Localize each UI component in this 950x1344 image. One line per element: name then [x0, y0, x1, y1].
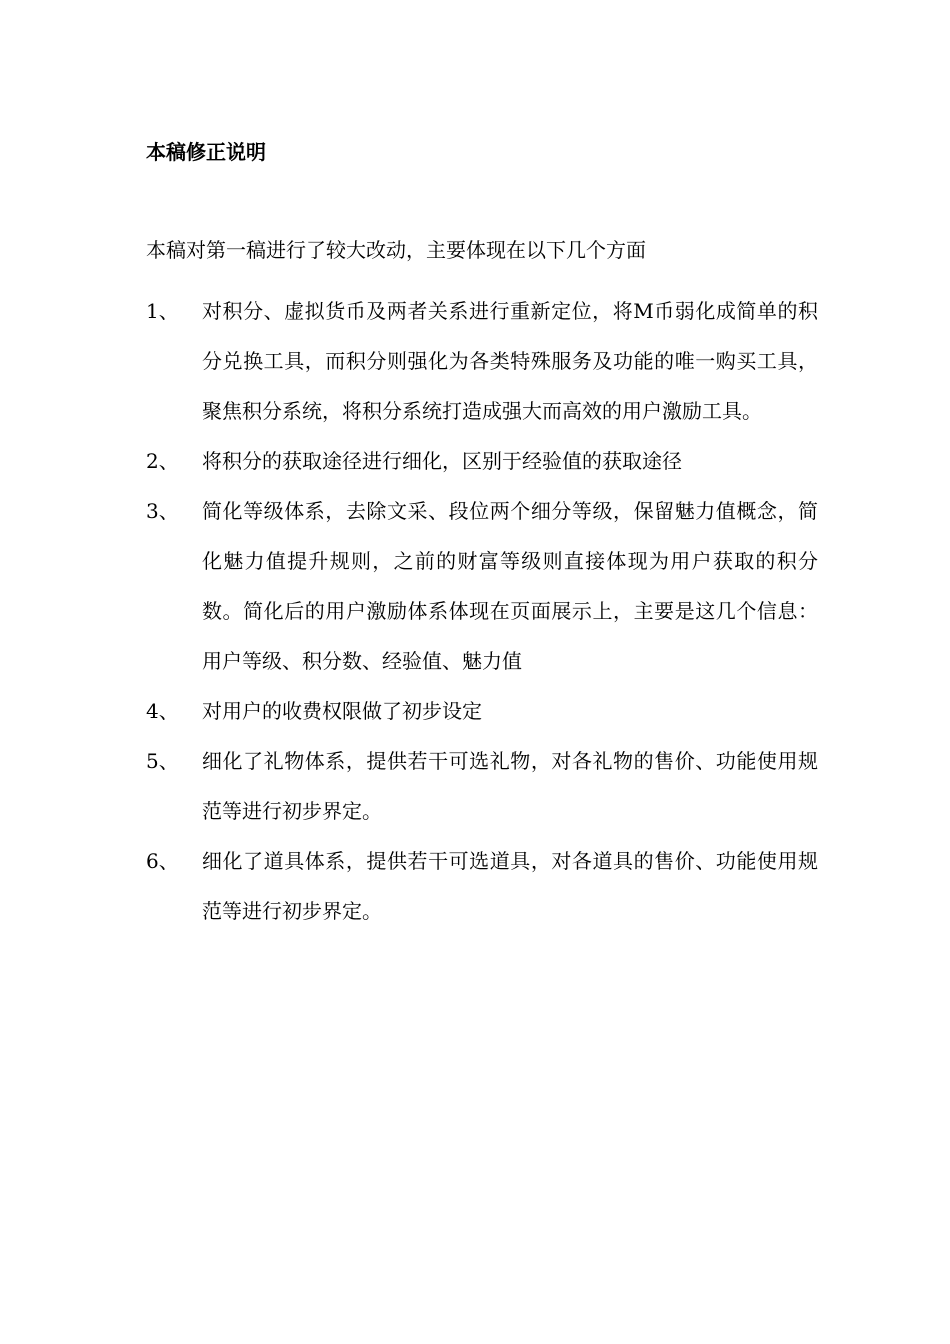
list-item-number: 1、: [146, 299, 179, 323]
list-item: [146, 836, 818, 936]
list-item-text: 细化了礼物体系，提供若干可选礼物，对各礼物的售价、功能使用规范等进行初步界定。: [202, 749, 818, 823]
intro-paragraph: 本稿对第一稿进行了较大改动，主要体现在以下几个方面: [146, 238, 646, 262]
revision-list: [146, 286, 818, 936]
list-item: [146, 736, 818, 836]
list-item-text: 细化了道具体系，提供若干可选道具，对各道具的售价、功能使用规范等进行初步界定。: [202, 849, 818, 923]
list-item-text: 对用户的收费权限做了初步设定: [202, 699, 482, 723]
list-item-text: 简化等级体系，去除文采、段位两个细分等级，保留魅力值概念，简化魅力值提升规则，之前的财富等级则直接体现为用户获取的积分数。简化后的用户激励体系体现在页面展示上，主要是这几个信息：用户等级、积分数、经验值、魅力值: [202, 499, 818, 673]
list-item-number: 2、: [146, 449, 179, 473]
list-item-number: 6、: [146, 849, 179, 873]
list-item-text: 将积分的获取途径进行细化，区别于经验值的获取途径: [202, 449, 682, 473]
list-item-number: 5、: [146, 749, 179, 773]
list-item-number: 3、: [146, 499, 179, 523]
list-item: [146, 486, 818, 686]
list-item-number: 4、: [146, 699, 179, 723]
list-item-text: 对积分、虚拟货币及两者关系进行重新定位，将M币弱化成简单的积分兑换工具，而积分则强化为各类特殊服务及功能的唯一购买工具，聚焦积分系统，将积分系统打造成强大而高效的用户激励工具。: [202, 299, 818, 423]
document-title: 本稿修正说明: [146, 140, 266, 164]
list-item: [146, 286, 818, 436]
